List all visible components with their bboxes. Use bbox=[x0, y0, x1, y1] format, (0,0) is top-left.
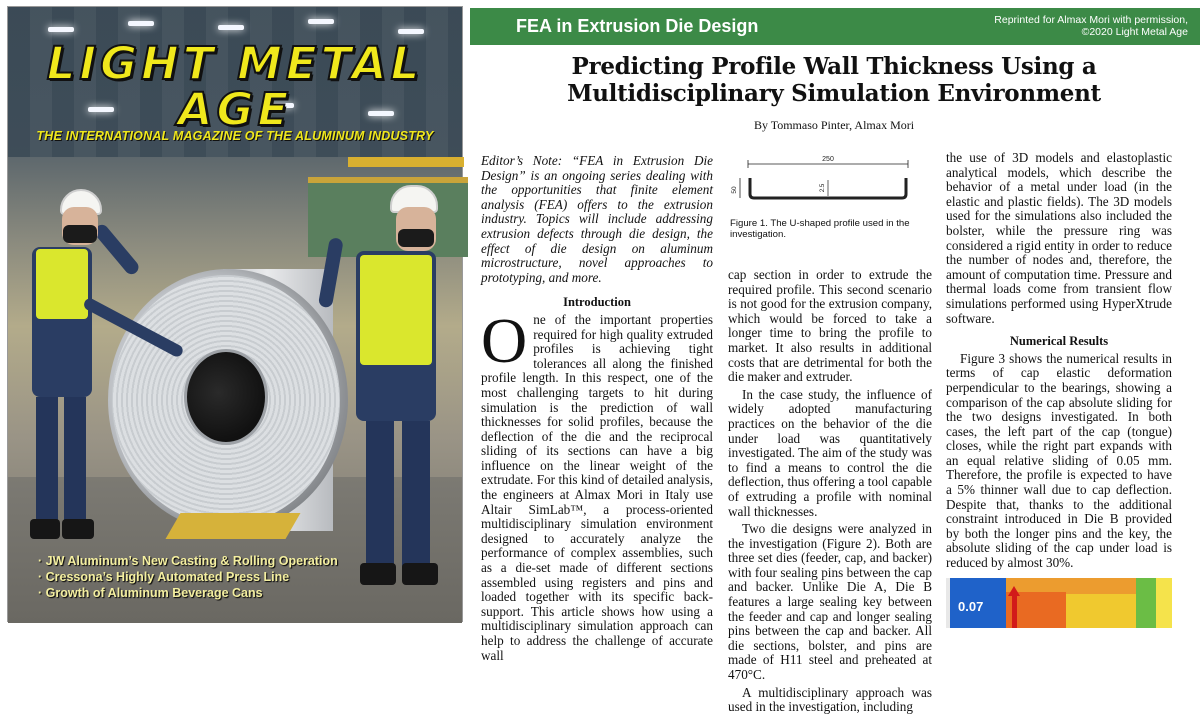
body-paragraph bbox=[481, 304, 713, 663]
section-title: FEA in Extrusion Die Design bbox=[516, 16, 759, 36]
figure-caption: Figure 1. The U-shaped profile used in the investigation. bbox=[730, 218, 910, 240]
title-line: Multidisciplinary Simulation Environment bbox=[567, 80, 1101, 107]
ceiling-light bbox=[308, 19, 334, 24]
section-heading: Numerical Results bbox=[1009, 334, 1109, 349]
cover-bullet-list bbox=[38, 553, 338, 601]
factory-crane bbox=[348, 157, 464, 167]
cover-bullet: · JW Aluminum’s New Casting & Rolling Operation bbox=[38, 553, 338, 569]
dimension-height: 50 bbox=[731, 186, 738, 194]
figure-3-preview bbox=[946, 578, 1172, 628]
reprint-line: ©2020 Light Metal Age bbox=[1081, 26, 1188, 38]
ceiling-light bbox=[128, 21, 154, 26]
article-column-1 bbox=[481, 154, 713, 666]
reprint-line: Reprinted for Almax Mori with permission, bbox=[994, 14, 1188, 26]
cover-bullet: · Growth of Aluminum Beverage Cans bbox=[38, 585, 338, 601]
safety-vest bbox=[36, 249, 88, 319]
ceiling-light bbox=[48, 27, 74, 32]
body-paragraph: A multidisciplinary approach was used in the investigation, including bbox=[728, 684, 932, 715]
article-column-3 bbox=[946, 151, 1172, 574]
dimension-width: 250 bbox=[822, 156, 834, 163]
safety-vest bbox=[360, 255, 432, 365]
worker-left bbox=[22, 187, 132, 547]
figure-1 bbox=[728, 150, 932, 238]
figure-value-label: 0.07 bbox=[958, 599, 984, 614]
editors-note: Editor’s Note: “FEA in Extrusion Die Design” is an ongoing series dealing with the opportunities that finite element analysis (FEA) offers to the extrusion industry. Topics will include addressing extrusion defects through die design, the effect of die design on aluminum microstructure, novel approaches to prototyping, and more. bbox=[481, 153, 713, 285]
worker-right bbox=[326, 181, 456, 601]
body-paragraph: In the case study, the influence of widely adopted manufacturing practices on the behavior of the die under load was quantitatively investigated. The aim of the study was to find a means to control the die deflection, thus offering a tool capable of extruding a profile with nominal wall thicknesses. bbox=[728, 386, 932, 519]
article-title bbox=[476, 53, 1192, 107]
title-line: Predicting Profile Wall Thickness Using a bbox=[571, 53, 1097, 80]
ceiling-light bbox=[218, 25, 244, 30]
body-paragraph: Figure 3 shows the numerical results in terms of cap elastic deformation perpendicular to the bearings, showing a comparison of the cap absolute sliding for the two designs investigated. In both cases, the left part of the cap (tongue) closes, while the right part expands with an equal relative sliding of 0.05 mm. Therefore, the profile is expected to have a 5% thinner wall due to cap deflection. Despite that, thanks to the additional constraint introduced in Die B provided by both the longer pins and the key, the absolute sliding of the cap under load is reduced by almost 30%. bbox=[946, 350, 1172, 571]
arrow-shaft bbox=[1012, 594, 1017, 628]
magazine-cover bbox=[7, 6, 463, 622]
drop-cap: O bbox=[481, 304, 528, 376]
face-mask bbox=[398, 229, 434, 247]
body-paragraph: Two die designs were analyzed in the investigation (Figure 2). Both are three set dies (feeder, cap, and backer) with four sealing pins between the cap and backer. Unlike Die A, Die B features a large sealing key between the feeder and cap and longer sealing pins between the cap and backer. All die sections, bolster, and pins are made of H11 steel and preheated at 470°C. bbox=[728, 521, 932, 683]
article-column-2 bbox=[728, 268, 932, 718]
coil-core bbox=[184, 349, 268, 445]
masthead-line1: LIGHT METAL bbox=[46, 37, 424, 90]
u-profile-drawing bbox=[728, 150, 932, 216]
cover-bullet: · Cressona’s Highly Automated Press Line bbox=[38, 569, 338, 585]
reprint-notice bbox=[994, 14, 1188, 38]
masthead-line2: AGE bbox=[177, 83, 293, 136]
body-paragraph: cap section in order to extrude the required profile. This second scenario is not good for the extrusion company, which would be forced to take a longer time to bring the profile to market. It also results in additional costs that are detrimental for both the die maker and extruder. bbox=[728, 267, 932, 385]
article-byline: By Tommaso Pinter, Almax Mori bbox=[753, 118, 915, 132]
ceiling-light bbox=[398, 29, 424, 34]
body-paragraph: the use of 3D models and elastoplastic analytical models, which describe the behavior of a metal under load (in the elastic and plastic fields). The 3D models used for the simulations also included the bolster, while the pressure ring was considered a rigid entity in order to reduce the number of nodes and, therefore, the amount of computation time. Pressure and thermal loads come from transient flow simulations performed using HyperXtrude software. bbox=[946, 150, 1172, 326]
face-mask bbox=[63, 225, 97, 243]
section-banner bbox=[470, 8, 1200, 45]
coil-pallet bbox=[165, 513, 300, 539]
magazine-tagline: THE INTERNATIONAL MAGAZINE OF THE ALUMINUM INDUSTRY bbox=[36, 129, 434, 143]
section-heading: Introduction bbox=[563, 295, 631, 310]
paragraph-text: ne of the important properties required for high quality extruded profiles is achieving tight tolerances all along the finished profile length. In this respect, one of the most challenging targets to hit during simulation is the prediction of wall thicknesses for solid profiles, because the deflection of the die and the reciprocal sliding of its sections can have a big influence on the linear weight of the extrudate. For this kind of detailed analysis, the engineers at Almax Mori in Italy use Altair SimLab™, a process-oriented multidisciplinary simulation environment designed to accurately analyze the performance of complex assemblies, such as a die-set made of different sections assembled using registers and pins and loaded together with its specific back-support. This article shows how using a multidisciplinary simulation approach can help to address the challenge of accurate wall bbox=[481, 311, 713, 663]
dimension-thickness: 2.5 bbox=[820, 183, 826, 193]
